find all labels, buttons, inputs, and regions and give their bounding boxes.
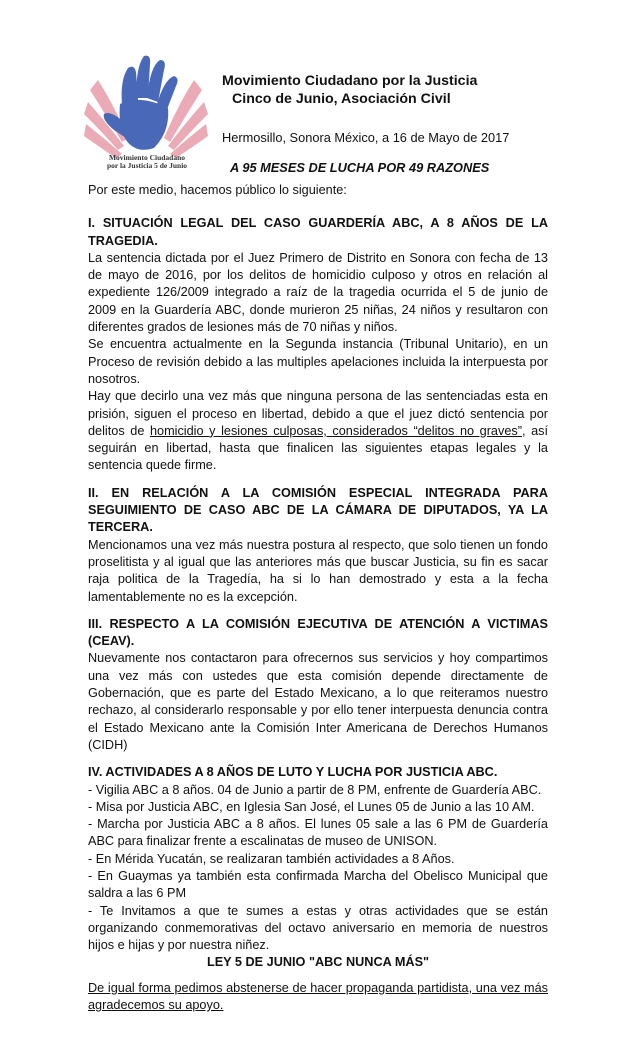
activity-item: - Te Invitamos a que te sumes a estas y otras actividades que se están organizando conmemorativas del octavo aniversario en memoria de nuestros hijos e hijas y por nuestra niñez. [88, 903, 548, 953]
closing-text: De igual forma pedimos abstenerse de hacer propaganda partidista, una vez más agradecemos su apoyo. [88, 980, 548, 1013]
section-1-paragraph-3: Hay que decirlo una vez más que ninguna persona de las sentenciadas esta en prisión, siguen el proceso en libertad, debido a que el juez dictó sentencia por delitos de homicidio y lesiones culposas, considerados “delitos no graves”, así seguirán en libertad, hasta que finalicen las siguientes etapas legales y la sentencia quede firme. [88, 389, 548, 473]
section-3-heading: III. RESPECTO A LA COMISIÓN EJECUTIVA DE ATENCIÓN A VICTIMAS (CEAV). [88, 616, 548, 649]
underlined-phrase: homicidio y lesiones culposas, considerados “delitos no graves” [149, 423, 522, 438]
slogan: LEY 5 DE JUNIO "ABC NUNCA MÁS" [206, 955, 430, 970]
section-1-paragraph-2: Se encuentra actualmente en la Segunda instancia (Tribunal Unitario), en un Proceso de revisión debido a las multiples apelaciones incluida la interpuesta por nosotros. [88, 337, 548, 386]
activity-item: - Vigilia ABC a 8 años. 04 de Junio a partir de 8 PM, enfrente de Guardería ABC. [88, 782, 542, 797]
intro-text: Por este medio, hacemos público lo siguiente: [88, 183, 347, 197]
document-body [88, 182, 548, 1014]
activity-item: - En Mérida Yucatán, se realizaran también actividades a 8 Años. [88, 851, 455, 866]
logo-caption: Movimiento Ciudadano por la Justicia 5 de Junio [106, 153, 188, 170]
section-2-paragraph-1: Mencionamos una vez más nuestra postura al respecto, que solo tienen un fondo proselitista y al igual que las anteriores más que buscar Justicia, su fin es sacar raja politica de la Tragedía, ha si lo han demostrado y esta a la fecha lamentablemente no es la excepción. [88, 537, 548, 604]
org-line-2: Cinco de Junio, Asociación Civil [232, 91, 451, 107]
org-line-1: Movimiento Ciudadano por la Justicia [222, 73, 478, 89]
activity-item: - En Guaymas ya también esta confirmada Marcha del Obelisco Municipal que saldra a las 6 PM [88, 868, 548, 901]
section-1-heading: I. SITUACIÓN LEGAL DEL CASO GUARDERÍA ABC, A 8 AÑOS DE LA TRAGEDIA. [88, 216, 548, 248]
section-3-paragraph-1: Nuevamente nos contactaron para ofrecernos sus servicios y hoy compartimos una vez más con ustedes que esta comisión depende directamente de Gobernación, que es parte del Estado Mexicano, a lo que reiteramos nuestro rechazo, al considerarlo responsable y por ello tener interpuesta denuncia contra el Estado Mexicano ante la Comisión Inter Americana de Derechos Humanos (CIDH) [88, 651, 548, 752]
activity-item: - Marcha por Justicia ABC a 8 años. El lunes 05 sale a las 6 PM de Guardería ABC para finalizar frente a escalinatas de museo de UNISON. [88, 817, 548, 849]
organization-name [222, 72, 542, 108]
motto: A 95 MESES DE LUCHA POR 49 RAZONES [230, 160, 490, 175]
section-2-heading: II. EN RELACIÓN A LA COMISIÓN ESPECIAL INTEGRADA PARA SEGUIMIENTO DE CASO ABC DE LA CÁMARA DE DIPUTADOS, YA LA TERCERA. [88, 485, 548, 535]
section-4-heading: IV. ACTIVIDADES A 8 AÑOS DE LUTO Y LUCHA POR JUSTICIA ABC. [88, 765, 498, 780]
activity-item: - Misa por Justicia ABC, en Iglesia San José, el Lunes 05 de Junio a las 10 AM. [88, 799, 535, 814]
section-1-paragraph-1: La sentencia dictada por el Juez Primero de Distrito en Sonora con fecha de 13 de mayo de 2016, por los delitos de homicidio culposo y otros en relación al expediente 126/2009 integrado a raíz de la tragedia ocurrida el 5 de junio de 2009 en la Guardería ABC, donde murieron 25 niñas, 24 niños y resultaron con diferentes grados de lesiones más de 70 niñas y niños. [88, 250, 548, 335]
place-date: Hermosillo, Sonora México, a 16 de Mayo de 2017 [222, 130, 510, 145]
